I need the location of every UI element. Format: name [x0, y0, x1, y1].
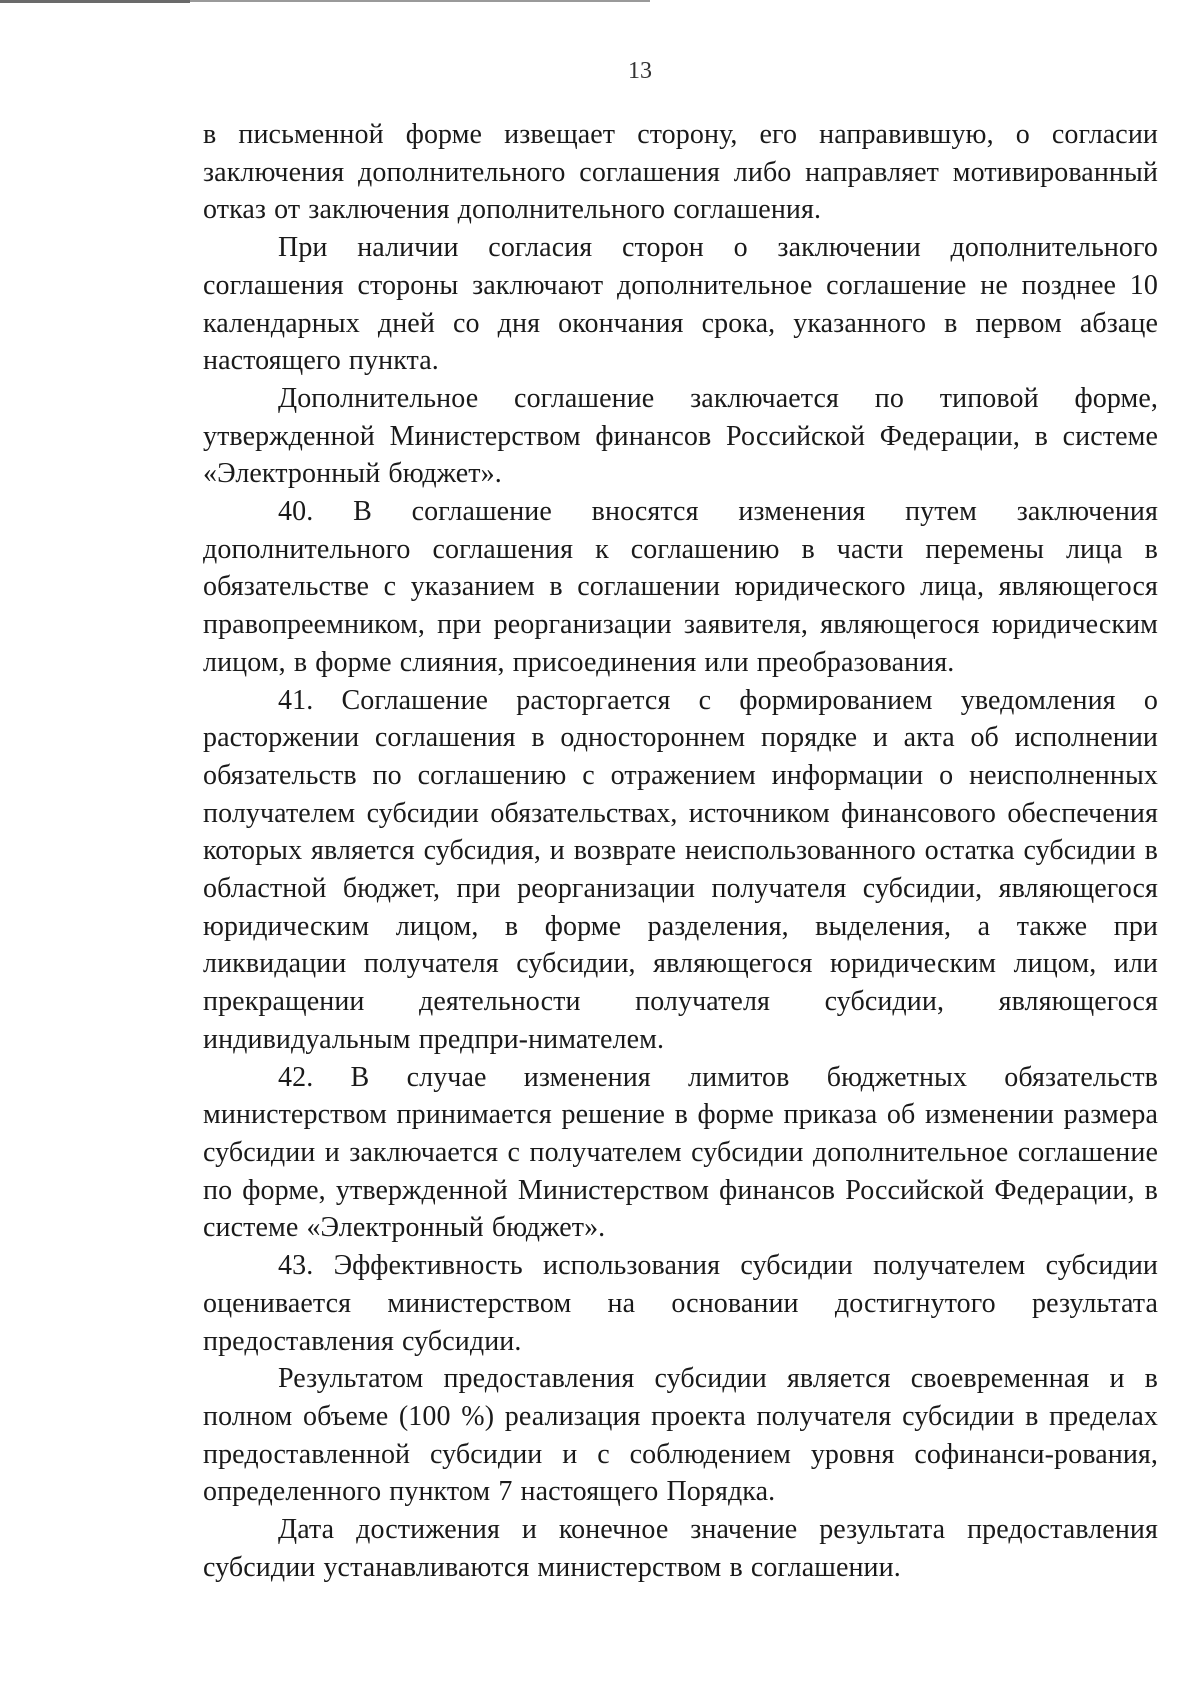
paragraph-continuation: в письменной форме извещает сторону, его направившую, о согласии заключения дополнительного соглашения либо направляет мотивированный отказ от заключения дополнительного соглашения.	[203, 119, 1158, 226]
paragraph-result-date: Дата достижения и конечное значение результата предоставления субсидии устанавливаются министерством в соглашении.	[203, 1514, 1158, 1583]
paragraph-item-42: 42. В случае изменения лимитов бюджетных обязательств министерством принимается решение в форме приказа об изменении размера субсидии и заключается с получателем субсидии дополнительное соглашение по форме, утвержденной Министерством финансов Российской Федерации, в системе «Электронный бюджет».	[203, 1061, 1158, 1244]
scan-edge-mark	[0, 0, 190, 3]
paragraph-item-40: 40. В соглашение вносятся изменения путем заключения дополнительного соглашения к соглашению в части перемены лица в обязательстве с указанием в соглашении юридического лица, являющегося правопреемником, при реорганизации заявителя, являющегося юридическим лицом, в форме слияния, присоединения или преобразования.	[203, 496, 1158, 678]
paragraph-item-41: 41. Соглашение расторгается с формированием уведомления о расторжении соглашения в одностороннем порядке и акта об исполнении обязательств по соглашению с отражением информации о неисполненных получателем субсидии обязательствах, источником финансового обеспечения которых является субсидия, и возврате неиспользованного остатка субсидии в областной бюджет, при реорганизации получателя субсидии, являющегося юридическим лицом, в форме разделения, выделения, а также при ликвидации получателя субсидии, являющегося юридическим лицом, или прекращении деятельности получателя субсидии, являющегося индивидуальным предпри-нимателем.	[203, 684, 1158, 1055]
paragraph-result-definition: Результатом предоставления субсидии является своевременная и в полном объеме (100 %) реализация проекта получателя субсидии в пределах предоставленной субсидии и с соблюдением уровня софинанси-рования, определенного пунктом 7 настоящего Порядка.	[203, 1363, 1158, 1508]
document-body	[203, 116, 1158, 1586]
page-number: 13	[628, 58, 652, 84]
paragraph-typical-form: Дополнительное соглашение заключается по типовой форме, утвержденной Министерством финансов Российской Федерации, в системе «Электронный бюджет».	[203, 382, 1158, 490]
paragraph-item-43: 43. Эффективность использования субсидии получателем субсидии оценивается министерством на основании достигнутого результата предоставления субсидии.	[203, 1250, 1158, 1357]
paragraph-agreement-consent: При наличии согласия сторон о заключении дополнительного соглашения стороны заключают дополнительное соглашение не позднее 10 календарных дней со дня окончания срока, указанного в первом абзаце настоящего пункта.	[203, 232, 1158, 377]
